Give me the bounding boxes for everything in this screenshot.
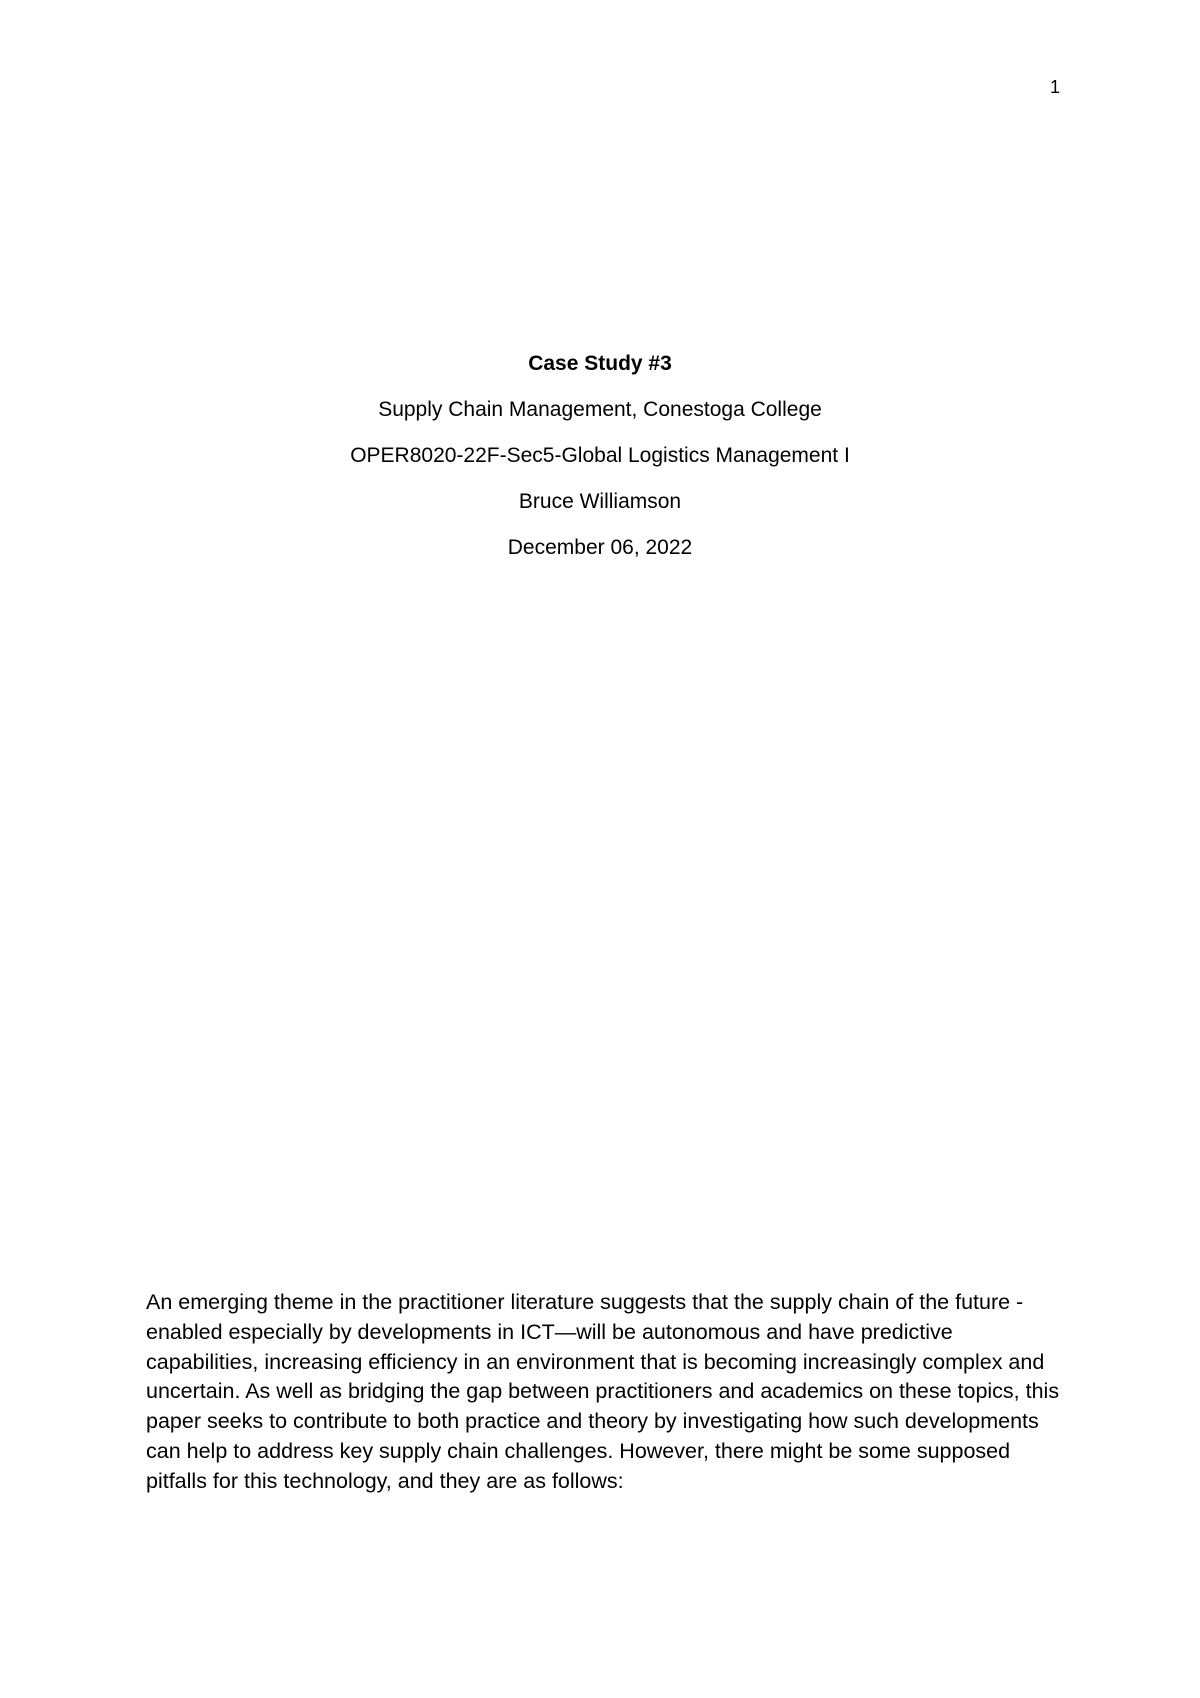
program-line: Supply Chain Management, Conestoga College (378, 398, 822, 421)
author-line: Bruce Williamson (518, 490, 682, 513)
date-line: December 06, 2022 (507, 536, 693, 559)
document-title: Case Study #3 (528, 352, 672, 375)
title-block (140, 350, 1060, 580)
body-paragraph: An emerging theme in the practitioner literature suggests that the supply chain of the future - enabled especially by developments in ICT—will be autonomous and have predictive capabilities, increasing efficiency in an environment that is becoming increasingly complex and uncertain. As well as bridging the gap between practitioners and academics on these topics, this paper seeks to contribute to both practice and theory by investigating how such developments can help to address key supply chain challenges. However, there might be some supposed pitfalls for this technology, and they are as follows: (146, 1290, 1060, 1493)
course-line: OPER8020-22F-Sec5-Global Logistics Management I (350, 444, 850, 467)
page-number: 1 (1049, 77, 1060, 97)
